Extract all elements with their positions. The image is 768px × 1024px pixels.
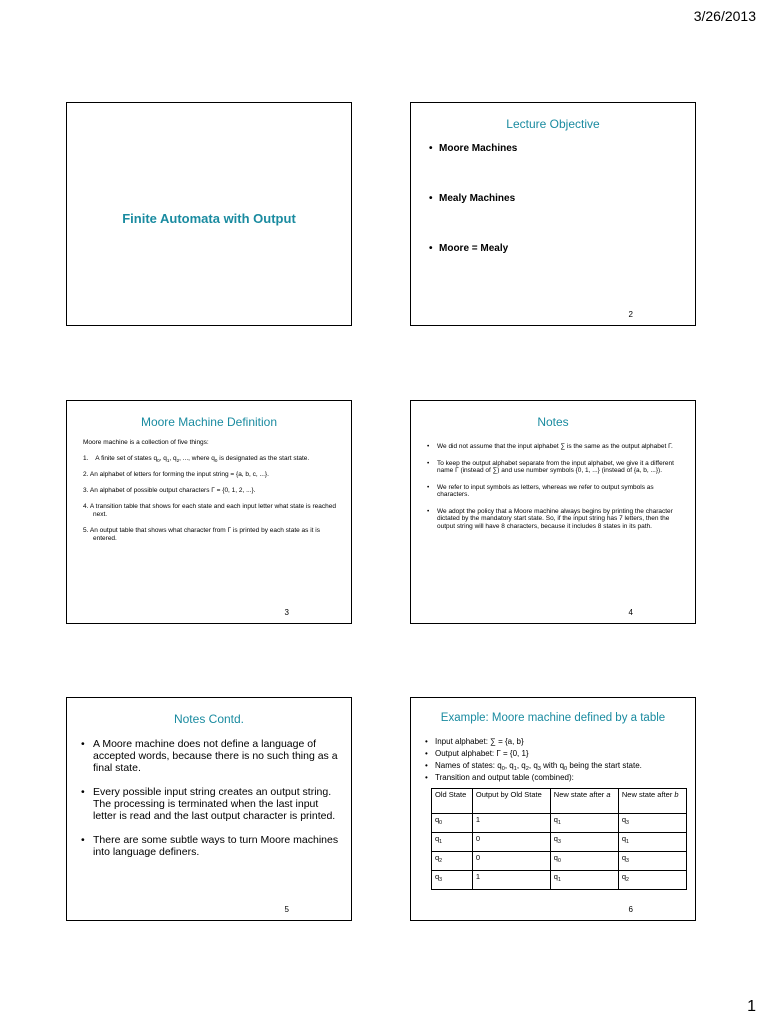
table-cell: $q_3$ (618, 814, 686, 833)
bullet-item: • Moore Machines (429, 143, 695, 193)
table-header-cell: New state after a (550, 789, 618, 814)
page-number: 1 (747, 998, 756, 1015)
table-cell: $q_1$ (618, 833, 686, 852)
table-row (432, 833, 687, 852)
bullet-item: • Input alphabet: ∑ = {a, b} (425, 736, 685, 748)
table-row (432, 871, 687, 890)
slide-title: Notes (537, 415, 569, 429)
table-row (432, 814, 687, 833)
table-header-cell: Old State (432, 789, 473, 814)
table-cell: $q_2$ (432, 852, 473, 871)
table-cell: $q_3$ (432, 871, 473, 890)
slide-number: 2 (628, 310, 633, 319)
transition-table (431, 788, 687, 890)
definition-item: 1. A finite set of states $q_0$, $q_1$, $q_2$, ..., where $q_0$ is designated as the start state. (83, 455, 310, 463)
slide-2 (410, 102, 696, 326)
definition-item: 2. An alphabet of letters for forming the input string = {a, b, c, ...}. (83, 471, 269, 478)
slide-4 (410, 400, 696, 624)
slide-number: 4 (628, 608, 633, 617)
table-cell: $q_0$ (550, 852, 618, 871)
definition-item: 5. An output table that shows what character from Γ is printed by each state as it is entered. (83, 527, 320, 542)
slide-3 (66, 400, 352, 624)
table-cell: $q_3$ (618, 852, 686, 871)
slide-title: Example: Moore machine defined by a table (440, 712, 666, 724)
slide-number: 5 (284, 905, 289, 914)
bullet-list (411, 143, 695, 293)
table-cell: $q_1$ (550, 871, 618, 890)
slide-title: Notes Contd. (173, 712, 245, 726)
bullet-item: • Transition and output table (combined): (425, 772, 685, 784)
bullet-item: • A Moore machine does not define a language of accepted words, because there is no such thing as a final state. (81, 738, 341, 774)
definition-intro: Moore machine is a collection of five things: (83, 439, 209, 446)
table-header-cell: Output by Old State (472, 789, 550, 814)
slide-1 (66, 102, 352, 326)
table-header-cell: New state after b (618, 789, 686, 814)
bullet-item: • Mealy Machines (429, 193, 695, 243)
bullet-item: • Moore = Mealy (429, 243, 695, 293)
bullet-item: • We refer to input symbols as letters, whereas we refer to output symbols as characters. (427, 484, 681, 499)
table-cell: 0 (472, 833, 550, 852)
table-cell: 0 (472, 852, 550, 871)
slide-number: 6 (628, 905, 633, 914)
slide-title: Finite Automata with Output (122, 211, 296, 226)
table-header-row (432, 789, 687, 814)
table-cell: $q_1$ (432, 833, 473, 852)
table-cell: $q_2$ (618, 871, 686, 890)
bullet-item: • Names of states: $q_0$, $q_1$, $q_2$, $q_3$ with $q_0$ being the start state. (425, 760, 685, 772)
bullet-item: • Every possible input string creates an output string. The processing is terminated when the last input letter is read and the last output character is printed. (81, 786, 341, 822)
table-cell: $q_1$ (550, 814, 618, 833)
definition-body (67, 429, 351, 543)
table-cell: $q_3$ (550, 833, 618, 852)
bullet-item: • To keep the output alphabet separate from the input alphabet, we give it a different name Γ (instead of ∑) and use number symbols {0, 1, ...} (instead of {a, b, ...}). (427, 460, 681, 475)
bullet-item: • There are some subtle ways to turn Moore machines into language definers. (81, 834, 341, 858)
bullet-list (411, 429, 695, 530)
table-cell: 1 (472, 814, 550, 833)
table-row (432, 852, 687, 871)
slide-6 (410, 697, 696, 921)
header-date: 3/26/2013 (693, 8, 756, 24)
bullet-list (411, 724, 695, 784)
slide-number: 3 (284, 608, 289, 617)
table-cell: $q_0$ (432, 814, 473, 833)
slide-5 (66, 697, 352, 921)
table-cell: 1 (472, 871, 550, 890)
slide-title: Moore Machine Definition (140, 415, 278, 429)
bullet-list (67, 726, 351, 858)
definition-item: 3. An alphabet of possible output characters Γ = {0, 1, 2, ...}. (83, 487, 256, 494)
bullet-item: • Output alphabet: Γ = {0, 1} (425, 748, 685, 760)
definition-item: 4. A transition table that shows for each state and each input letter what state is reached next. (83, 503, 336, 518)
bullet-item: • We adopt the policy that a Moore machine always begins by printing the character dictated by the mandatory start state. So, if the input string has 7 letters, then the output string will have 8 characters, because it includes 8 states in its path. (427, 508, 681, 531)
bullet-item: • We did not assume that the input alphabet ∑ is the same as the output alphabet Γ. (427, 443, 681, 451)
slide-title: Lecture Objective (506, 117, 600, 131)
